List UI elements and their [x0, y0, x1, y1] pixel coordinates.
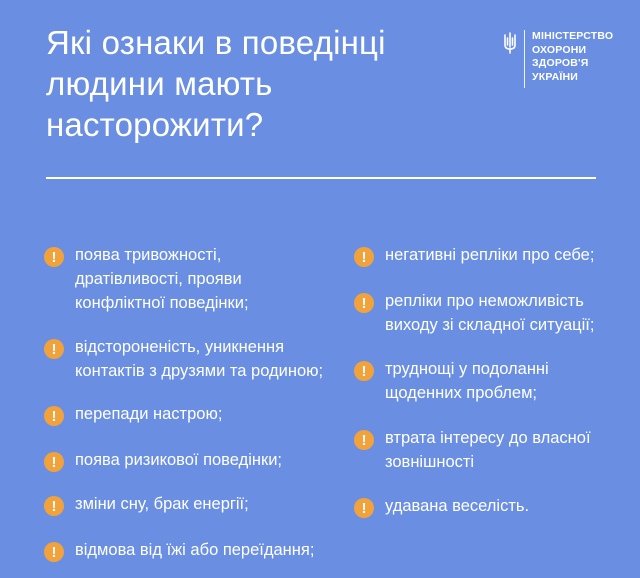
logo-divider [524, 30, 525, 88]
list-item-text: репліки про неможливість виходу зі складної ситуації; [385, 292, 595, 334]
exclamation-icon: ! [44, 247, 64, 267]
page-title: Які ознаки в поведінці людини мають насторожити? [46, 24, 386, 143]
exclamation-icon: ! [354, 498, 374, 518]
exclamation-icon: ! [354, 430, 374, 450]
list-item [354, 494, 529, 518]
list-item-text: відмова від їжі або переїдання; [75, 541, 315, 559]
exclamation-icon: ! [44, 452, 64, 472]
exclamation-icon: ! [44, 542, 64, 562]
ministry-logo [503, 30, 612, 88]
list-item-text: відстороненість, уникнення контактів з друзями та родиною; [75, 338, 324, 380]
list-item [44, 538, 314, 562]
title-divider [46, 177, 596, 179]
list-item-text: удавана веселість. [385, 497, 530, 515]
list-item [354, 357, 549, 405]
list-item [44, 448, 282, 472]
list-item [44, 402, 222, 426]
exclamation-icon: ! [354, 293, 374, 313]
exclamation-icon: ! [354, 247, 374, 267]
list-item [44, 243, 249, 315]
trident-icon [503, 32, 517, 54]
list-item [354, 426, 591, 474]
list-item-text: поява ризикової поведінки; [75, 451, 282, 469]
list-item-text: труднощі у подоланні щоденних проблем; [385, 360, 549, 402]
exclamation-icon: ! [44, 496, 64, 516]
logo-text: МІНІСТЕРСТВО ОХОРОНИ ЗДОРОВ'Я УКРАЇНИ [532, 30, 614, 83]
list-item-text: поява тривожності, дратівливості, прояви конфліктної поведінки; [75, 246, 249, 312]
list-item-text: перепади настрою; [75, 405, 223, 423]
list-item [354, 243, 594, 267]
list-item-text: зміни сну, брак енергії; [75, 495, 249, 513]
list-item [44, 335, 323, 383]
exclamation-icon: ! [44, 339, 64, 359]
exclamation-icon: ! [354, 361, 374, 381]
list-item-text: негативні репліки про себе; [385, 246, 595, 264]
exclamation-icon: ! [44, 406, 64, 426]
list-item-text: втрата інтересу до власної зовнішності [385, 429, 591, 471]
list-item [354, 289, 594, 337]
list-item [44, 492, 249, 516]
